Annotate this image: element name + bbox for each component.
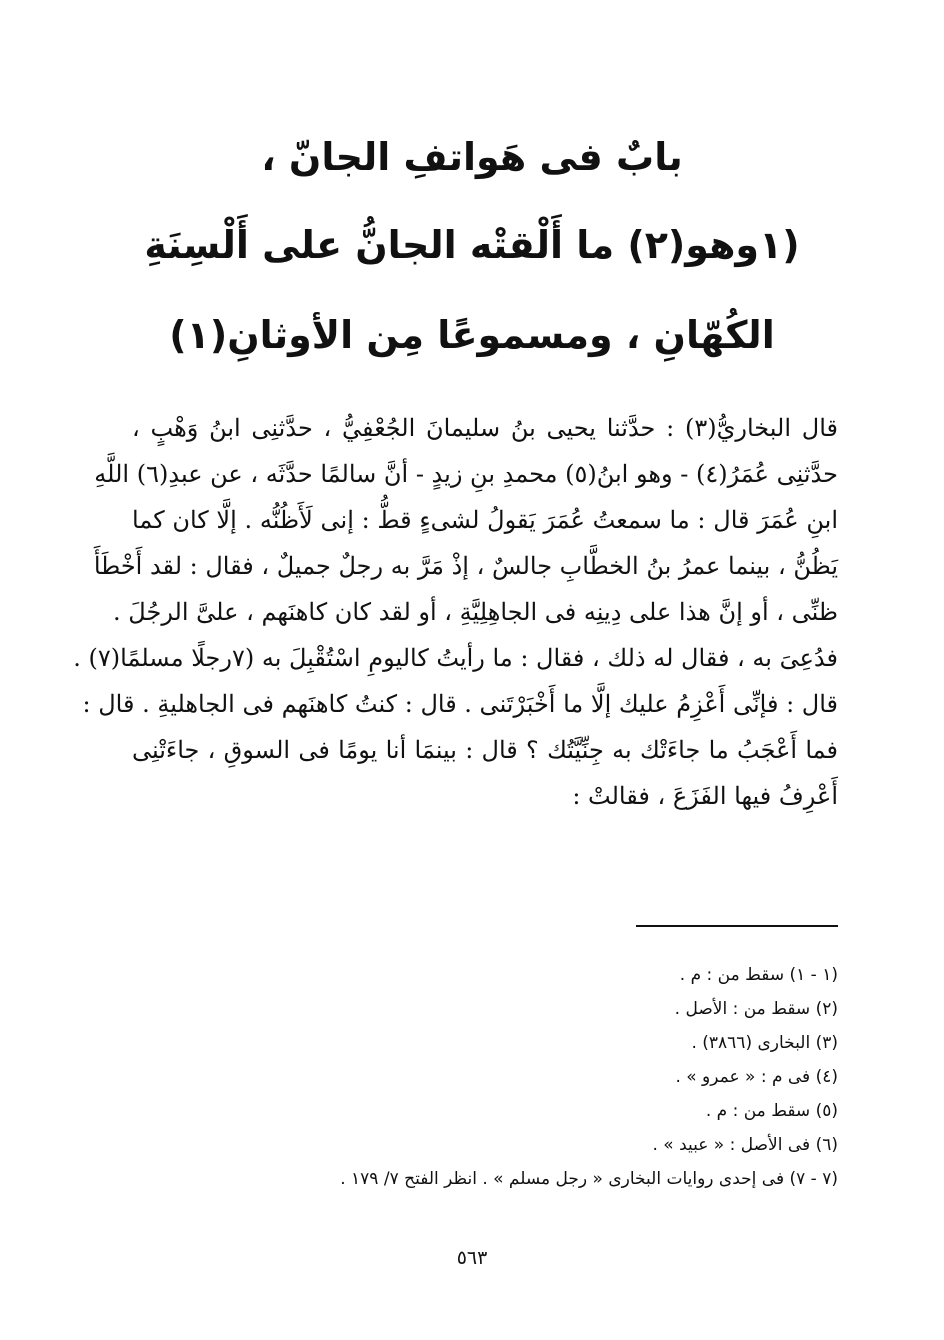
footnote: (٢) سقط من : الأصل .: [674, 999, 838, 1019]
footnote: (٦) فى الأصل : « عبيد » .: [652, 1135, 838, 1155]
footnote: (٥) سقط من : م .: [705, 1101, 838, 1121]
text-line: فما أَعْجَبُ ما جاءَتْك به جِنِّيَّتُك ؟ قال : بينمَا أنا يومًا فى السوقِ ، جاءَتْنِى: [132, 736, 838, 764]
text-line: ظنِّى ، أو إنَّ هذا على دِينِه فى الجاهِلِيَّةِ ، أو لقد كان كاهنَهم ، علىَّ الرجُلَ .: [113, 598, 838, 626]
footnotes: [138, 958, 838, 1196]
chapter-title-line-3: الكُهّانِ ، ومسموعًا مِن الأوثانِ(١): [169, 313, 775, 357]
page-number: ٥٦٣: [456, 1247, 488, 1269]
text-line: أَعْرِفُ فيها الفَزَعَ ، فقالتْ :: [572, 782, 838, 810]
text-line: حدَّثنِى عُمَرُ(٤) - وهو ابنُ(٥) محمدِ بنِ زيدٍ - أنَّ سالمًا حدَّثَه ، عن عبدِ(٦) اللَّهِ: [94, 460, 838, 488]
footnote: (١ - ١) سقط من : م .: [679, 965, 838, 985]
footnote: (٤) فى م : « عمرو » .: [675, 1067, 838, 1087]
footnote: (٣) البخارى (٣٨٦٦) .: [691, 1033, 838, 1053]
footnote: (٧ - ٧) فى إحدى روايات البخارى « رجل مسلم » . انظر الفتح ٧/ ١٧٩ .: [340, 1169, 838, 1189]
footnote-separator: [636, 925, 838, 927]
chapter-title-line-1: بابٌ فى هَواتفِ الجانّ ،: [261, 135, 683, 179]
text-line: ابنِ عُمَرَ قال : ما سمعتُ عُمَرَ يَقولُ لشىءٍ قطُّ : إنى لَأَظُنُّه . إلَّا كان كما: [132, 506, 838, 534]
text-line: يَظُنُّ ، بينما عمرُ بنُ الخطَّابِ جالسٌ ، إذْ مَرَّ به رجلٌ جميلٌ ، فقال : لقد أَخْطَأَ: [93, 552, 838, 580]
text-line: قال : فإنِّى أَعْزِمُ عليك إلَّا ما أَخْبَرْتَنى . قال : كنتُ كاهنَهم فى الجاهليةِ . قال :: [82, 690, 838, 718]
text-line: قال البخاريُّ(٣) : حدَّثنا يحيى بنُ سليمانَ الجُعْفِيُّ ، حدَّثنِى ابنُ وَهْبٍ ،: [132, 414, 838, 442]
main-text: [73, 405, 838, 819]
chapter-title-line-2: (١وهو(٢) ما أَلْقتْه الجانُّ على أَلْسِنَةِ: [144, 223, 800, 267]
text-line: فدُعِىَ به ، فقال له ذلك ، فقال : ما رأيتُ كاليومِ اسْتُقْبِلَ به (٧رجلًا مسلمًا(٧) .: [73, 644, 838, 672]
